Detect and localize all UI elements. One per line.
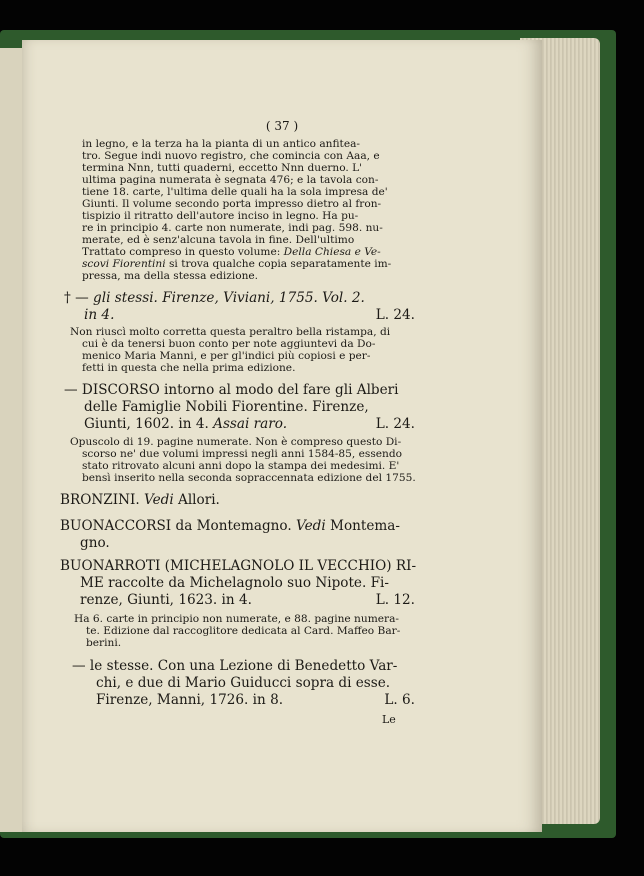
- text-line: tiene 18. carte, l'ultima delle quali ha la sola impresa de': [82, 186, 388, 198]
- entry-mark: —: [72, 658, 86, 674]
- note-line: scorso ne' due volumi impressi negli anni 1584-85, essendo: [82, 448, 403, 460]
- entry-mark: —: [64, 382, 78, 398]
- note-line: menico Maria Manni, e per gl'indici più copiosi e per-: [82, 350, 371, 362]
- text-line: re in principio 4. carte non numerate, indi pag. 598. nu-: [82, 222, 383, 234]
- price: L. 6.: [384, 692, 415, 708]
- text-line: termina Nnn, tutti quaderni, eccetto Nnn duerno. L': [82, 162, 363, 174]
- note-line: berini.: [86, 637, 122, 649]
- text-line: [82, 258, 391, 270]
- text-line: tro. Segue indi nuovo registro, che comincia con Aaa, e: [82, 150, 380, 162]
- entry-text: Giunti, 1602. in 4.: [84, 416, 209, 432]
- note-line: te. Edizione dal raccoglitore dedicata al Card. Maffeo Bar-: [86, 625, 401, 637]
- entry-mark: † —: [64, 290, 89, 306]
- text-span: Trattato compreso in questo volume:: [82, 246, 281, 258]
- entry-line: [72, 658, 397, 674]
- price: L. 12.: [375, 592, 415, 608]
- entry-line: [84, 416, 287, 432]
- entry-text: Montema-: [330, 518, 400, 534]
- entry-line: delle Famiglie Nobili Fiorentine. Firenze,: [84, 399, 369, 415]
- book-page: [22, 40, 542, 832]
- price: L. 24.: [375, 416, 415, 432]
- text-line: tispizio il ritratto dell'autore inciso in legno. Ha pu-: [82, 210, 359, 222]
- text-span: si trova qualche copia separatamente im-: [169, 258, 392, 270]
- text-line: Giunti. Il volume secondo porta impresso dietro al fron-: [82, 198, 382, 210]
- note-line: Opuscolo di 19. pagine numerate. Non è compreso questo Di-: [70, 436, 402, 448]
- previous-page-edge: [0, 48, 23, 832]
- cross-ref: Vedi: [144, 492, 174, 508]
- cross-ref: Vedi: [296, 518, 326, 534]
- text-line: in legno, e la terza ha la pianta di un antico anfitea-: [82, 138, 360, 150]
- entry-heading: BUONACCORSI da Montemagno.: [60, 518, 292, 534]
- entry-line: [60, 492, 220, 508]
- page-text: [22, 40, 542, 832]
- note-line: stato ritrovato alcuni anni dopo la stampa dei medesimi. E': [82, 460, 400, 472]
- catchword: Le: [382, 713, 396, 726]
- entry-text: le stesse. Con una Lezione di Benedetto Var-: [89, 658, 398, 674]
- title-italic: scovi Fiorentini: [82, 258, 166, 270]
- note-line: Ha 6. carte in principio non numerate, e 88. pagine numera-: [74, 613, 399, 625]
- price: L. 24.: [375, 307, 415, 323]
- text-line: ultima pagina numerata è segnata 476; e la tavola con-: [82, 174, 379, 186]
- entry-text: gli stessi. Firenze, Viviani, 1755. Vol. 2.: [93, 290, 365, 306]
- note-line: cui è da tenersi buon conto per note aggiuntevi da Do-: [82, 338, 376, 350]
- entry-line: [60, 518, 400, 534]
- note-line: fetti in questa che nella prima edizione.: [82, 362, 296, 374]
- text-line: [82, 246, 381, 258]
- entry-line: chi, e due di Mario Guiducci sopra di esse.: [96, 675, 391, 691]
- text-line: merate, ed è senz'alcuna tavola in fine. Dell'ultimo: [82, 234, 355, 246]
- title-italic: Della Chiesa e Ve-: [283, 246, 381, 258]
- entry-heading: BRONZINI.: [60, 492, 140, 508]
- note-line: Non riuscì molto corretta questa peraltro bella ristampa, di: [70, 326, 391, 338]
- entry-text: Allori.: [178, 492, 220, 508]
- entry-line: [64, 382, 399, 398]
- entry-line: Firenze, Manni, 1726. in 8.: [96, 692, 284, 708]
- entry-line: ME raccolte da Michelagnolo suo Nipote. Fi-: [80, 575, 389, 591]
- entry-line: [64, 290, 365, 306]
- rarity-note: Assai raro.: [213, 416, 288, 432]
- entry-text: DISCORSO intorno al modo del fare gli Alberi: [81, 382, 399, 398]
- entry-line: gno.: [80, 535, 110, 551]
- entry-line: BUONARROTI (MICHELAGNOLO IL VECCHIO) RI-: [60, 558, 417, 574]
- entry-line: renze, Giunti, 1623. in 4.: [80, 592, 252, 608]
- note-line: bensì inserito nella seconda sopraccennata edizione del 1755.: [82, 472, 416, 484]
- entry-line: in 4.: [84, 307, 115, 323]
- page-number: ( 37 ): [265, 119, 299, 133]
- text-line: pressa, ma della stessa edizione.: [82, 270, 259, 282]
